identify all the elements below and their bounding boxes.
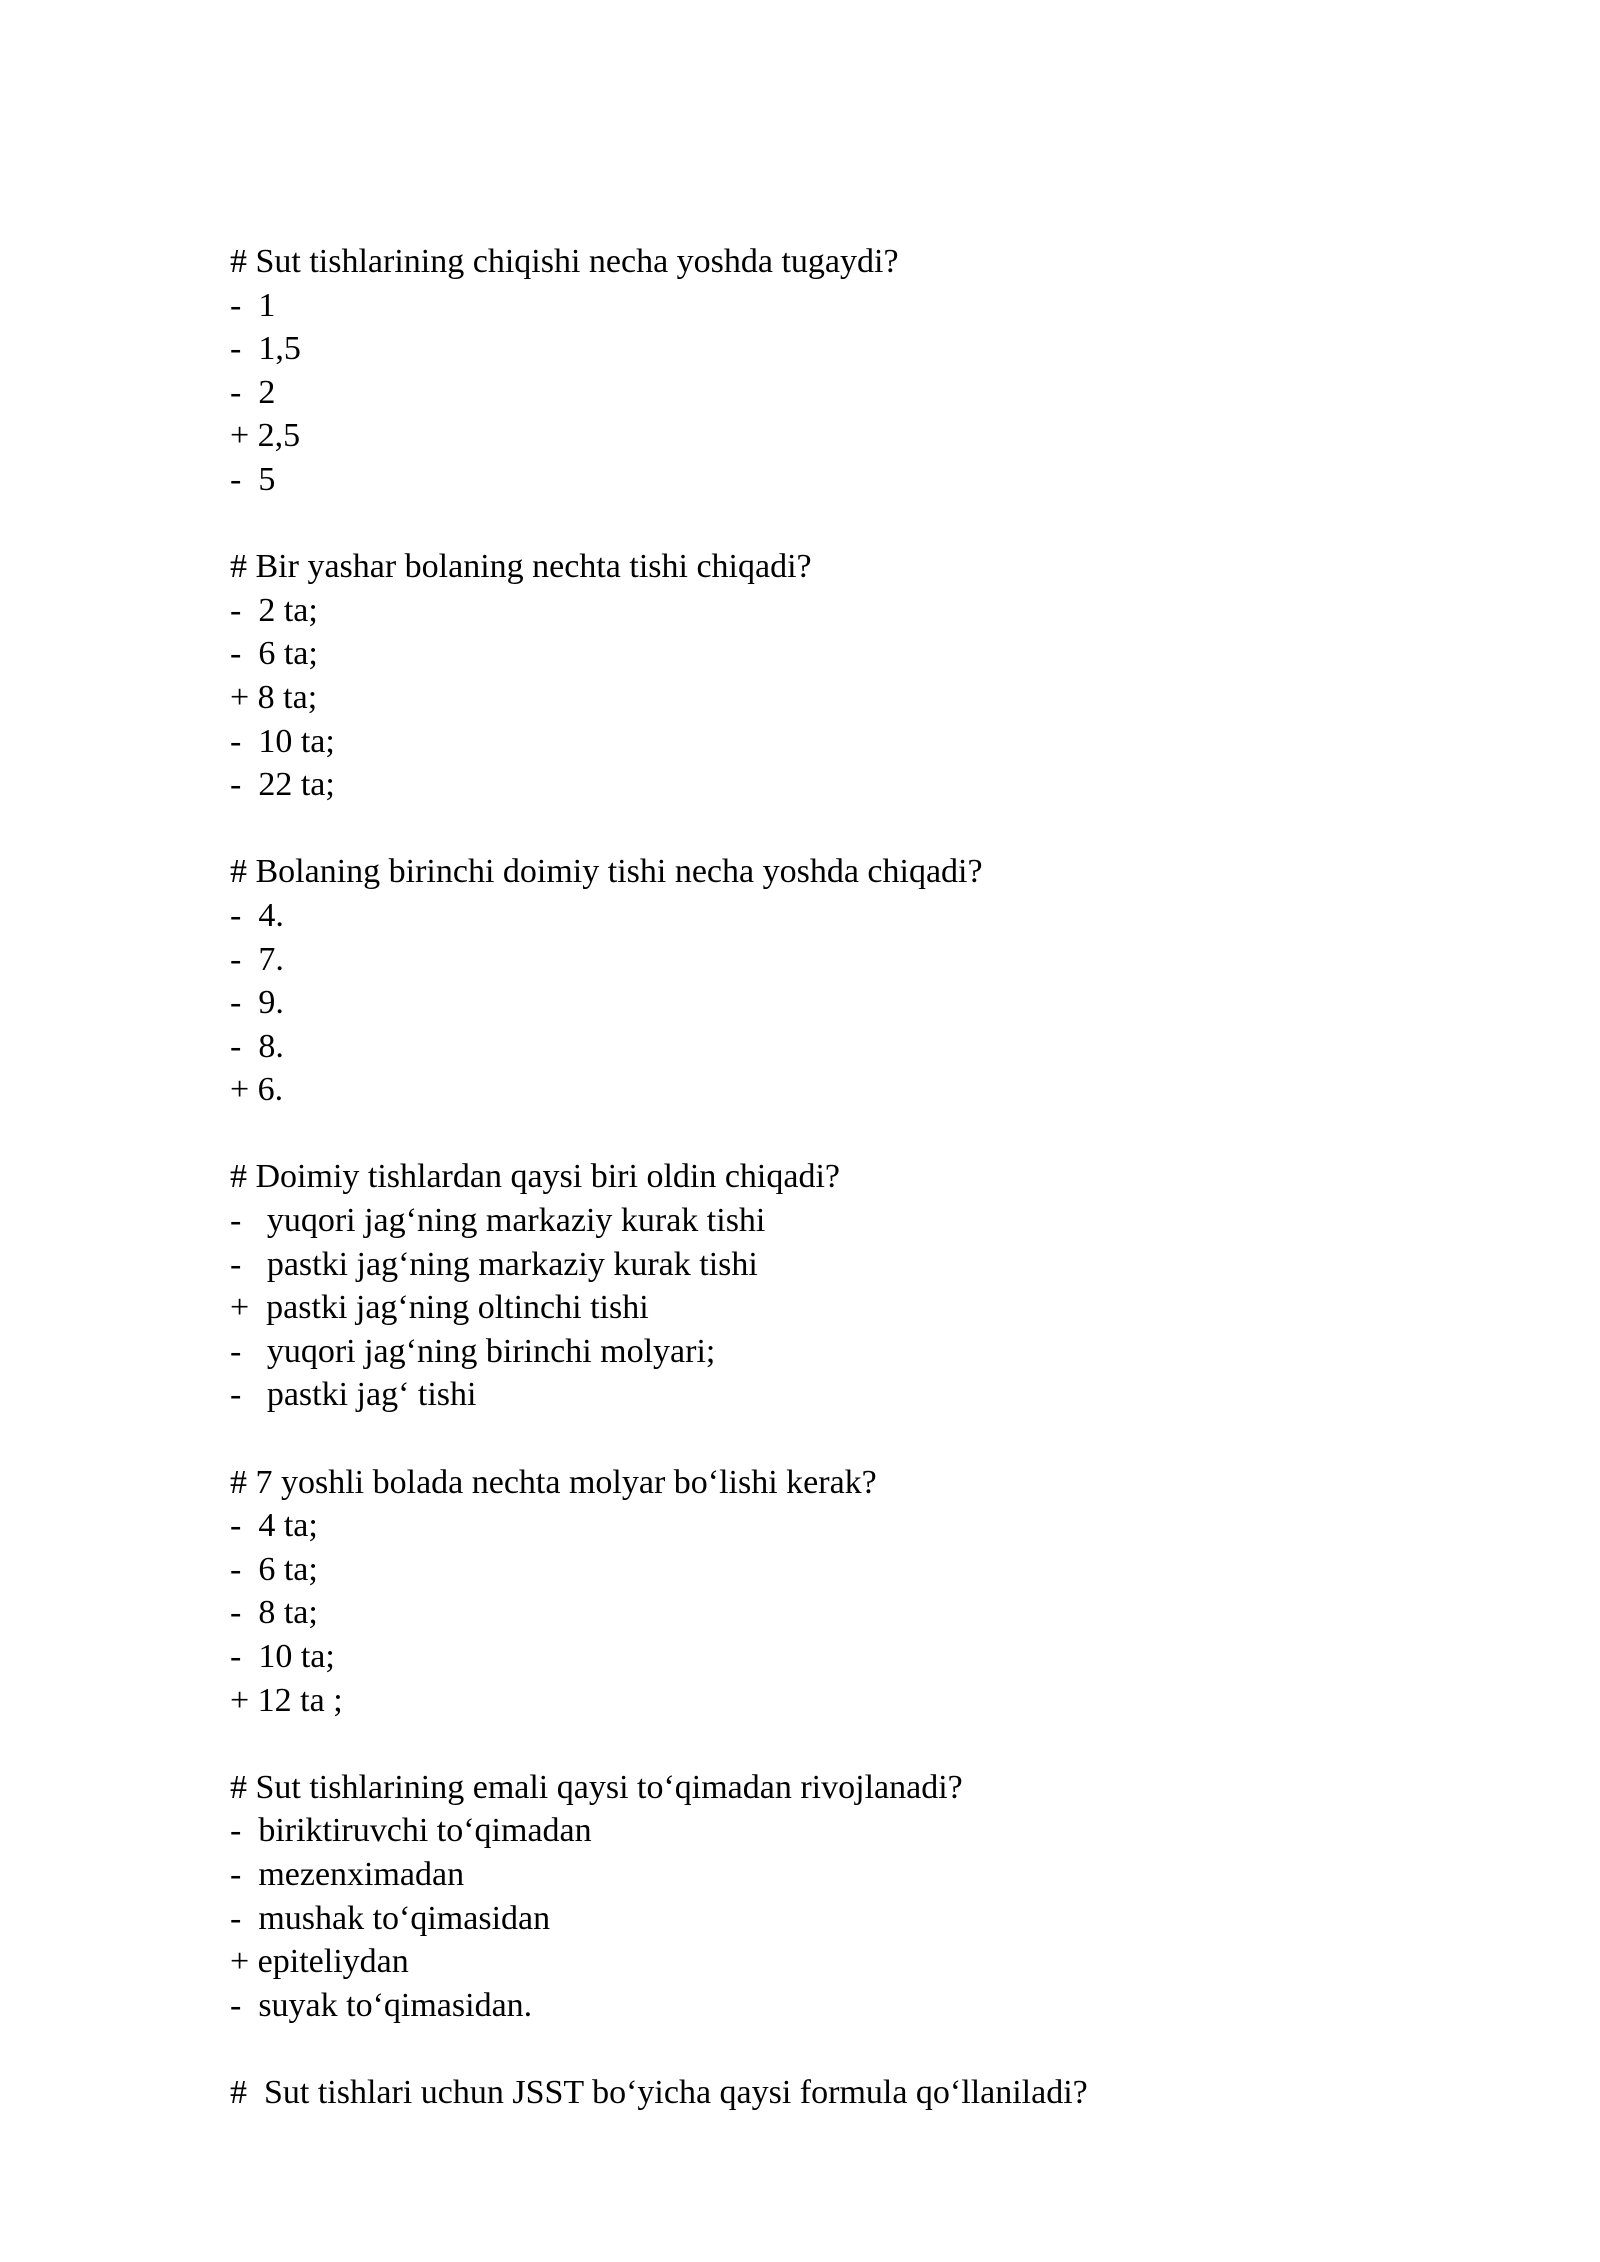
answer-option: - 1 (230, 286, 276, 324)
answer-option: - mezenximadan (230, 1855, 465, 1893)
answer-option: - 2 ta; (230, 591, 318, 629)
question-text: # Bir yashar bolaning nechta tishi chiqadi? (230, 548, 812, 586)
document-page (230, 240, 1430, 2158)
answer-option: - 22 ta; (230, 766, 335, 804)
answer-option: - pastki jag‘ tishi (230, 1376, 477, 1414)
answer-option: - 10 ta; (230, 1638, 335, 1675)
question-block (230, 1766, 1430, 2028)
question-text: # Doimiy tishlardan qaysi biri oldin chiqadi? (230, 1158, 841, 1196)
answer-option-correct: + 8 ta; (230, 678, 318, 716)
question-text: # Bolaning birinchi doimiy tishi necha yoshda chiqadi? (230, 853, 983, 891)
answer-option: - 8. (230, 1027, 284, 1065)
answer-option: - 6 ta; (230, 1550, 318, 1588)
question-text: # 7 yoshli bolada nechta molyar bo‘lishi kerak? (230, 1463, 877, 1501)
question-text: # Sut tishlari uchun JSST bo‘yicha qaysi formula qo‘llaniladi? (230, 2073, 1088, 2111)
answer-option-correct: + pastki jag‘ning oltinchi tishi (230, 1289, 649, 1327)
answer-option: - 4 ta; (230, 1507, 318, 1545)
answer-option: - biriktiruvchi to‘qimadan (230, 1812, 592, 1850)
answer-option-correct: + epiteliydan (230, 1943, 409, 1981)
answer-option: - 5 (230, 460, 276, 498)
answer-option-correct: + 12 ta ; (230, 1681, 343, 1719)
question-block (230, 240, 1430, 502)
answer-option: - pastki jag‘ning markaziy kurak tishi (230, 1245, 758, 1283)
answer-option-correct: + 2,5 (230, 417, 301, 455)
question-block (230, 1155, 1430, 1417)
answer-option: - yuqori jag‘ning markaziy kurak tishi (230, 1202, 766, 1240)
answer-option: - 9. (230, 984, 284, 1022)
answer-option: - 1,5 (230, 330, 301, 368)
answer-option: - mushak to‘qimasidan (230, 1899, 551, 1937)
answer-option: - 6 ta; (230, 635, 318, 673)
answer-option: - yuqori jag‘ning birinchi molyari; (230, 1332, 716, 1370)
answer-option-correct: + 6. (230, 1071, 284, 1109)
answer-option: - 4. (230, 896, 284, 934)
question-block (230, 1461, 1430, 1723)
question-text: # Sut tishlarining chiqishi necha yoshda tugaydi? (230, 243, 899, 280)
answer-option: - 10 ta; (230, 722, 335, 760)
question-block (230, 2071, 1430, 2115)
question-block (230, 850, 1430, 1112)
question-block (230, 545, 1430, 807)
question-text: # Sut tishlarining emali qaysi to‘qimadan rivojlanadi? (230, 1768, 963, 1806)
answer-option: - suyak to‘qimasidan. (230, 1986, 533, 2024)
answer-option: - 7. (230, 940, 284, 978)
answer-option: - 2 (230, 373, 276, 411)
answer-option: - 8 ta; (230, 1594, 318, 1632)
